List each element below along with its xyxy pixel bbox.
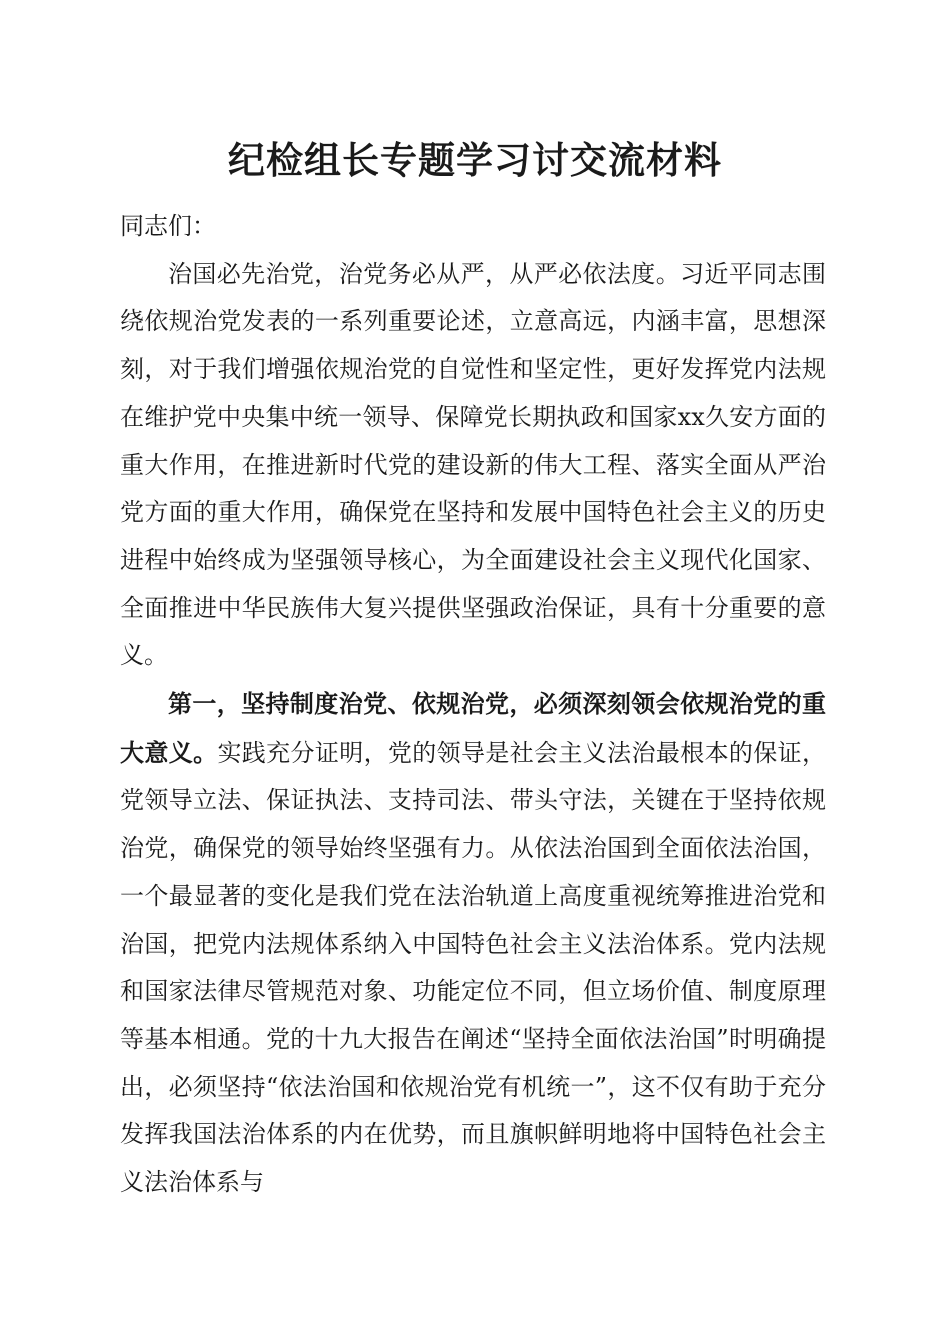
salutation: 同志们：	[120, 212, 216, 240]
paragraph-first-point-heading: 第一，坚持制度治党、依规治党，必须深刻领会依规治党的重大意义。	[120, 689, 826, 767]
document-body	[120, 203, 826, 1207]
paragraph-intro: 治国必先治党，治党务必从严，从严必依法度。习近平同志围绕依规治党发表的一系列重要论述，立意高远，内涵丰富，思想深刻，对于我们增强依规治党的自觉性和坚定性，更好发挥党内法规在维护党中央集中统一领导、保障党长期执政和国家xx久安方面的重大作用，在推进新时代党的建设新的伟大工程、落实全面从严治党方面的重大作用，确保党在坚持和发展中国特色社会主义的历史进程中始终成为坚强领导核心，为全面建设社会主义现代化国家、全面推进中华民族伟大复兴提供坚强政治保证，具有十分重要的意义。	[120, 259, 826, 670]
document-title: 纪检组长专题学习讨交流材料	[228, 138, 722, 182]
paragraph-first-point-body: 实践充分证明，党的领导是社会主义法治最根本的保证，党领导立法、保证执法、支持司法、带头守法，关键在于坚持依规治党，确保党的领导始终坚强有力。从依法治国到全面依法治国，一个最显著的变化是我们党在法治轨道上高度重视统筹推进治党和治国，把党内法规体系纳入中国特色社会主义法治体系。党内法规和国家法律尽管规范对象、功能定位不同，但立场价值、制度原理等基本相通。党的十九大报告在阐述“坚持全面依法治国”时明确提出，必须坚持“依法治国和依规治党有机统一”，这不仅有助于充分发挥我国法治体系的内在优势，而且旗帜鲜明地将中国特色社会主义法治体系与	[120, 738, 827, 1197]
paragraph-first-point	[120, 680, 826, 1207]
